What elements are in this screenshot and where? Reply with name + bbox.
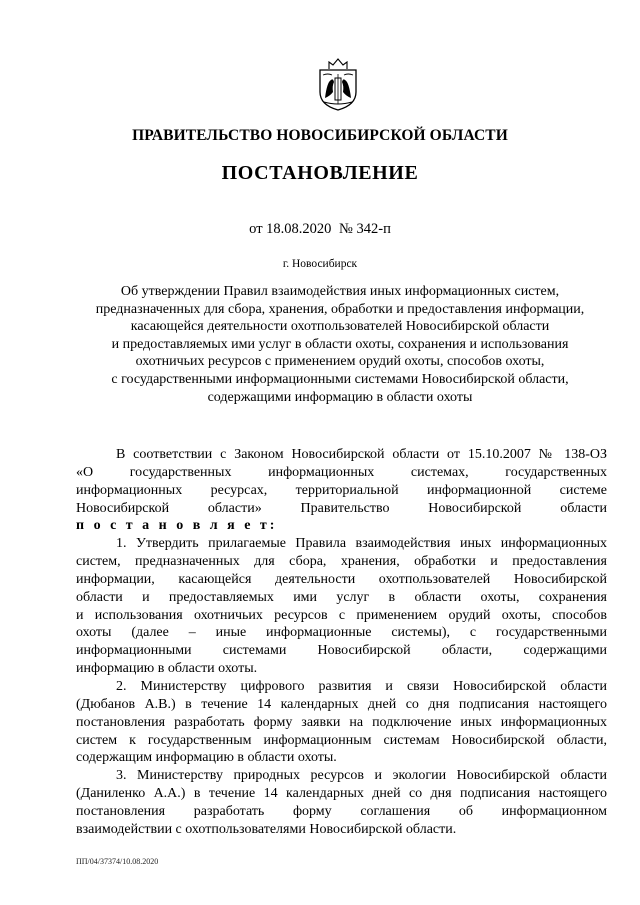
document-type: ПОСТАНОВЛЕНИЕ — [221, 162, 419, 184]
title-line: предназначенных для сбора, хранения, обработки и предоставления информации, — [95, 301, 585, 317]
document-number: № 342-п — [339, 221, 391, 237]
organization-name: ПРАВИТЕЛЬСТВО НОВОСИБИРСКОЙ ОБЛАСТИ — [132, 127, 508, 144]
city: г. Новосибирск — [282, 258, 358, 270]
body-line: систем, предназначенных для сбора, хранения, обработки и предоставления — [76, 554, 607, 570]
body-line: информационных ресурсах, территориальной информационной системе — [76, 482, 607, 498]
title-line: Об утверждении Правил взаимодействия иных информационных систем, — [120, 284, 560, 299]
body-line: Новосибирской области» Правительство Новосибирской области — [76, 500, 607, 516]
body-line: взаимодействии с охотпользователями Новосибирской области. — [76, 821, 457, 837]
body-line: и использования охотничьих ресурсов с применением орудий охоты, способов — [76, 607, 607, 623]
document-title — [70, 283, 610, 406]
body-line: информации, касающейся деятельности охотпользователей Новосибирской — [76, 571, 607, 587]
body-line: постановления разработать форму заявки на подключение иных информационных — [76, 714, 607, 730]
title-line: касающейся деятельности охотпользователей Новосибирской области — [130, 319, 550, 335]
body-line: В соответствии с Законом Новосибирской области от 15.10.2007 № 138-ОЗ — [116, 447, 607, 462]
body-line: (Дюбанов А.В.) в течение 14 календарных дней со дня подписания настоящего — [76, 696, 607, 712]
body-line: постановления разработать форму соглашения об информационном — [76, 803, 607, 819]
body-line: области и предоставляемых ими услуг в области охоты, сохранения — [76, 589, 607, 605]
body-line: информацию в области охоты. — [76, 661, 258, 677]
title-line: с государственными информационными системами Новосибирской области, — [111, 371, 569, 387]
body-line: 3. Министерству природных ресурсов и экологии Новосибирской области — [116, 768, 607, 784]
document-date: от 18.08.2020 — [249, 221, 332, 237]
document-body — [76, 446, 607, 839]
title-line: охотничьих ресурсов с применением орудий охоты, способов охоты, — [135, 354, 545, 370]
body-line: «О государственных информационных системах, государственных — [76, 464, 607, 480]
coat-of-arms-icon — [315, 56, 361, 112]
registration-code: ПП/04/37374/10.08.2020 — [76, 857, 159, 866]
body-line: 1. Утвердить прилагаемые Правила взаимодействия иных информационных — [116, 536, 607, 552]
title-line: и предоставляемых ими услуг в области охоты, сохранения и использования — [111, 336, 569, 352]
title-line: содержащими информацию в области охоты — [207, 389, 473, 405]
body-line: информационными системами Новосибирской области, содержащими — [76, 643, 607, 659]
resolution-word: п о с т а н о в л я е т: — [76, 518, 278, 534]
body-line: (Даниленко А.А.) в течение 14 календарных дней со дня подписания настоящего — [76, 786, 607, 802]
body-line: 2. Министерству цифрового развития и связи Новосибирской области — [116, 678, 607, 694]
body-line: систем к государственным информационным системам Новосибирской области, — [76, 732, 607, 748]
body-line: охоты (далее – иные информационные системы), с государственными — [76, 625, 607, 641]
date-line — [0, 221, 640, 238]
body-line: содержащим информацию в области охоты. — [76, 750, 337, 766]
